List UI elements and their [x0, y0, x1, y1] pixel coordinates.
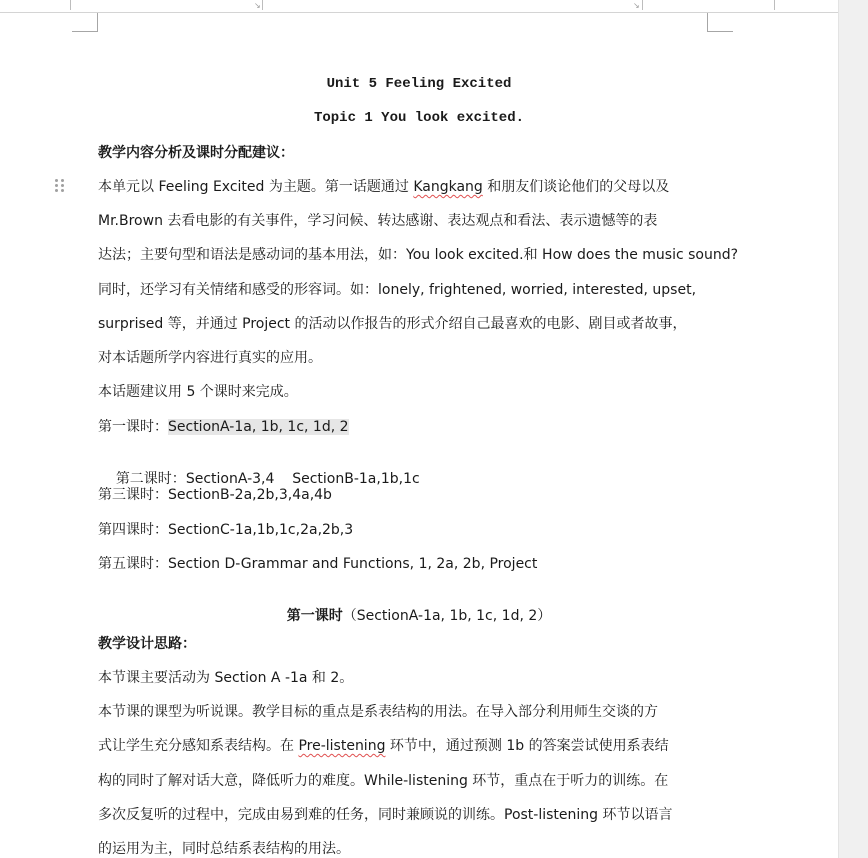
ruler[interactable] — [0, 0, 838, 13]
paragraph-line: Mr.Brown 去看电影的有关事件，学习问候、转达感谢、表达观点和看法、表示遗憾等的表 — [98, 213, 658, 229]
indent-marker-icon[interactable]: ↘ — [633, 1, 640, 10]
paragraph-line: 同时，还学习有关情绪和感受的形容词。如：lonely, frightened, worried, interested, upset, — [98, 282, 697, 298]
period-content: SectionA-3,4 SectionB-1a,1b,1c — [185, 471, 420, 487]
period-label: 第三课时： — [98, 487, 168, 503]
design-heading: 教学设计思路： — [98, 636, 196, 652]
text-run: 本单元以 Feeling Excited 为主题。第一话题通过 — [98, 179, 414, 195]
period-line — [98, 486, 332, 504]
paragraph-line: surprised 等，并通过 Project 的活动以作报告的形式介绍自己最喜欢的电影、剧目或者故事， — [98, 316, 687, 332]
paragraph-line: 本节课的课型为听说课。教学目标的重点是系表结构的用法。在导入部分利用师生交谈的方 — [98, 704, 658, 720]
crop-mark — [72, 31, 98, 32]
drag-handle-icon[interactable] — [54, 178, 66, 194]
indent-marker-icon[interactable]: ↘ — [254, 1, 261, 10]
period-label: 第四课时： — [98, 522, 168, 538]
paragraph-line: 的运用为主，同时总结系表结构的用法。 — [98, 841, 350, 857]
paragraph-line: 本话题建议用 5 个课时来完成。 — [98, 384, 298, 400]
crop-mark — [707, 31, 733, 32]
ruler-tick — [642, 0, 643, 10]
period-content: Section D-Grammar and Functions, 1, 2a, 2b, Project — [168, 556, 538, 572]
period-label: 第五课时： — [98, 556, 168, 572]
crop-mark — [97, 13, 98, 31]
lesson-title — [0, 607, 838, 625]
text-run: 和朋友们谈论他们的父母以及 — [482, 179, 670, 195]
ruler-tick — [70, 0, 71, 10]
paragraph-line: 构的同时了解对话大意，降低听力的难度。While-listening 环节，重点在于听力的训练。在 — [98, 773, 669, 789]
period-content: SectionB-2a,2b,3,4a,4b — [168, 487, 332, 503]
text-run: 环节中，通过预测 1b 的答案尝试使用系表结 — [385, 738, 669, 754]
period-line — [98, 555, 537, 573]
ruler-tick — [774, 0, 775, 10]
period-content-highlighted[interactable]: SectionA-1a, 1b, 1c, 1d, 2 — [168, 419, 349, 435]
text-run: 式让学生充分感知系表结构。在 — [98, 738, 299, 754]
scrollbar-track[interactable] — [838, 0, 868, 858]
paragraph-line: 对本话题所学内容进行真实的应用。 — [98, 350, 322, 366]
period-label: 第一课时： — [98, 419, 168, 435]
period-content: SectionC-1a,1b,1c,2a,2b,3 — [168, 522, 354, 538]
spellcheck-word[interactable]: Kangkang — [413, 179, 483, 195]
paragraph-line: 本节课主要活动为 Section A -1a 和 2。 — [98, 670, 354, 686]
paragraph-line: 达法；主要句型和语法是感动词的基本用法，如：You look excited.和 How does the music sound? — [98, 247, 739, 263]
paragraph-line: 多次反复听的过程中，完成由易到难的任务，同时兼顾说的训练。Post-listening 环节以语言 — [98, 807, 673, 823]
ruler-tick — [262, 0, 263, 10]
period-line — [98, 418, 349, 436]
period-line — [98, 521, 353, 539]
lesson-title-label: 第一课时 — [286, 608, 343, 624]
document-page — [0, 13, 838, 858]
section-heading: 教学内容分析及课时分配建议： — [98, 145, 294, 161]
spellcheck-word[interactable]: Pre-listening — [298, 738, 386, 754]
topic-title: Topic 1 You look excited. — [313, 110, 525, 126]
crop-mark — [707, 13, 708, 31]
period-label: 第二课时： — [115, 471, 186, 487]
paragraph-line — [98, 737, 669, 755]
unit-title: Unit 5 Feeling Excited — [326, 76, 512, 92]
paragraph-line — [98, 178, 669, 196]
lesson-title-sections: （SectionA-1a, 1b, 1c, 1d, 2） — [342, 608, 552, 624]
